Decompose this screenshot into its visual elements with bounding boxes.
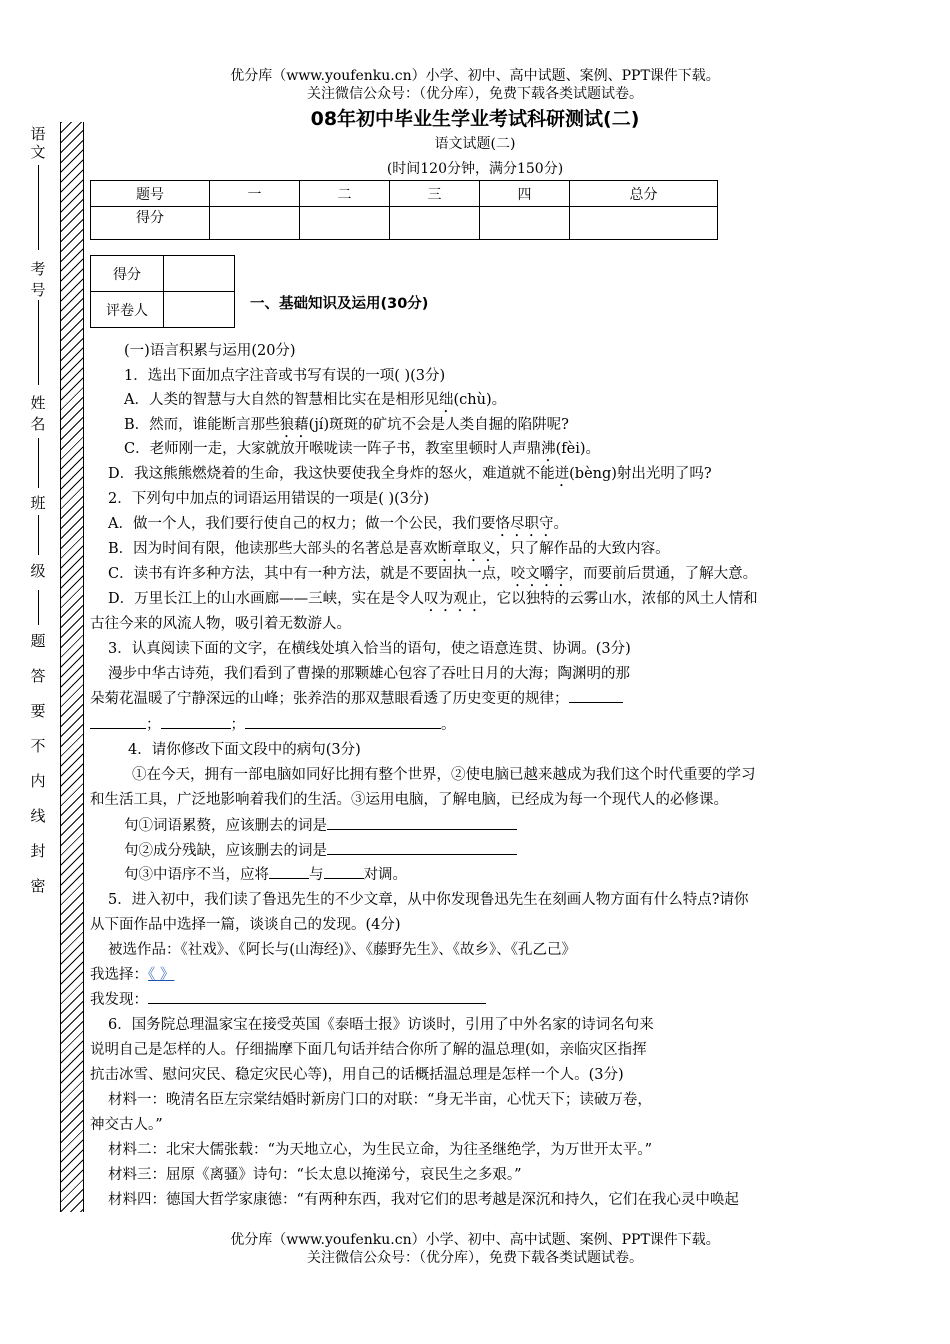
sidebar-line	[38, 438, 39, 488]
sidebar-name: 姓名	[30, 394, 46, 433]
sidebar-class: 班	[30, 494, 46, 512]
footer-line-2: 关注微信公众号：（优分库），免费下载各类试题试卷。	[307, 1250, 643, 1266]
sidebar-line	[38, 590, 39, 625]
text-line: 被选作品：《社戏》、《阿长与(山海经)》、《藤野先生》、《故乡》、《孔乙己》	[108, 942, 577, 958]
text-line: 朵菊花温暖了宁静深远的山峰；张养浩的那双慧眼看透了历史变更的规律；	[90, 688, 623, 710]
time-info: (时间120分钟，满分150分)	[386, 161, 564, 177]
question-6: 6．国务院总理温家宝在接受英国《泰晤士报》访谈时，引用了中外名家的诗词名句来	[108, 1017, 654, 1033]
option-2d: D．万里长江上的山水画廊——三峡，实在是令人叹为观止，它以独特的云雾山水，浓郁的风土人情和	[108, 591, 758, 607]
material-1: 材料一：晚清名臣左宗棠结婚时新房门口的对联：“身无半亩，心忧天下；读破万卷，	[108, 1092, 652, 1108]
discovery-line: 我发现：	[90, 989, 486, 1011]
sidebar-subject: 语文	[30, 125, 46, 161]
option-1c: C．老师刚一走，大家就放开喉咙读一阵子书，教室里顿时人声鼎沸(fèi)。	[124, 441, 600, 457]
score-header: 二	[300, 181, 390, 207]
material-3: 材料三：屈原《离骚》诗句：“长太息以掩涕兮，哀民生之多艰。”	[108, 1167, 522, 1183]
score-cell[interactable]	[210, 207, 300, 240]
text-line: 从下面作品中选择一篇，谈谈自己的发现。(4分)	[90, 917, 401, 933]
option-2c: C．读书有许多种方法，其中有一种方法，就是不要固执一点，咬文嚼字，而要前后贯通，了解大意。	[108, 566, 758, 582]
text-line: 抗击冰雪、慰问灾民、稳定灾民心等)，用自己的话概括温总理是怎样一个人。(3分)	[90, 1067, 624, 1083]
score-cell[interactable]	[570, 207, 718, 240]
text-line: (一)语言积累与运用(20分)	[124, 343, 296, 359]
grader-score-label: 得分	[91, 256, 164, 292]
score-header: 三	[390, 181, 480, 207]
sidebar-exam-no: 考号	[30, 260, 46, 299]
grader-score-cell[interactable]	[164, 256, 235, 292]
score-header: 四	[480, 181, 570, 207]
seal-char: 题	[30, 632, 46, 650]
answer-blank[interactable]	[327, 815, 517, 830]
score-header: 一	[210, 181, 300, 207]
score-table	[90, 180, 718, 240]
text-line: 漫步中华古诗苑，我们看到了曹操的那颗雄心包容了吞吐日月的大海；陶渊明的那	[108, 666, 630, 682]
seal-char: 密	[30, 877, 46, 895]
header-line-1: 优分库（www.youfenku.cn）小学、初中、高中试题、案例、PPT课件下载。	[230, 68, 720, 84]
fill-line: 句③中语序不当，应将 与 对调。	[124, 864, 407, 886]
footer-line-1: 优分库（www.youfenku.cn）小学、初中、高中试题、案例、PPT课件下载。	[230, 1232, 720, 1248]
header-line-2: 关注微信公众号：（优分库），免费下载各类试题试卷。	[307, 86, 643, 102]
answer-blank[interactable]	[161, 714, 231, 729]
choice-field[interactable]: 《 》	[148, 967, 175, 983]
score-row-label: 得分	[91, 207, 210, 240]
sidebar-line	[38, 165, 39, 250]
answer-blank[interactable]	[569, 688, 623, 703]
text-line: 神交古人。”	[90, 1117, 163, 1133]
grader-cell[interactable]	[164, 292, 235, 328]
text-line: 古往今来的风流人物，吸引着无数游人。	[90, 616, 351, 632]
binding-hatch	[60, 122, 84, 1212]
fill-line: 句②成分残缺，应该删去的词是	[124, 840, 517, 862]
seal-char: 封	[30, 842, 46, 860]
seal-char: 不	[30, 737, 46, 755]
score-header: 题号	[91, 181, 210, 207]
seal-char: 线	[30, 807, 46, 825]
question-1: 1．选出下面加点字注音或书写有误的一项( )(3分)	[124, 368, 446, 384]
choice-line: 我选择：《 》	[90, 967, 175, 983]
option-1d: D．我这熊熊燃烧着的生命，我这快要使我全身炸的怒火，难道就不能迸(bèng)射出光明了吗?	[108, 466, 712, 482]
grader-box	[90, 255, 235, 328]
question-4: 4．请你修改下面文段中的病句(3分)	[128, 742, 361, 758]
page-title: 08年初中毕业生学业考试科研测试(二)	[310, 108, 640, 130]
grader-label: 评卷人	[91, 292, 164, 328]
sidebar-grade: 级	[30, 562, 46, 580]
answer-blank[interactable]	[148, 989, 486, 1004]
subtitle: 语文试题(二)	[434, 136, 516, 152]
answer-blank[interactable]	[269, 864, 309, 879]
option-2a: A．做一个人，我们要行使自己的权力；做一个公民，我们要恪尽职守。	[108, 516, 568, 532]
seal-char: 答	[30, 667, 46, 685]
material-2: 材料二：北宋大儒张载：“为天地立心，为生民立命，为往圣继绝学，为万世开太平。”	[108, 1142, 653, 1158]
section-title: 一、基础知识及运用(30分)	[250, 296, 429, 312]
answer-blanks-line: ； ； 。	[90, 714, 456, 736]
fill-line: 句①词语累赘，应该删去的词是	[124, 815, 517, 837]
answer-blank[interactable]	[324, 864, 364, 879]
seal-char: 要	[30, 702, 46, 720]
text-line: 和生活工具，广泛地影响着我们的生活。③运用电脑，了解电脑，已经成为每一个现代人的必修课。	[90, 792, 728, 808]
option-1b: B．然而，谁能断言那些狼藉(jí)斑斑的矿坑不会是人类自掘的陷阱呢?	[124, 417, 569, 433]
question-5: 5．进入初中，我们读了鲁迅先生的不少文章，从中你发现鲁迅先生在刻画人物方面有什么特点?请你	[108, 892, 749, 908]
text-line: 说明自己是怎样的人。仔细揣摩下面几句话并结合你所了解的温总理(如，亲临灾区指挥	[90, 1042, 647, 1058]
option-2b: B．因为时间有限，他读那些大部头的名著总是喜欢断章取义，只了解作品的大致内容。	[108, 541, 670, 557]
text-line: ①在今天，拥有一部电脑如同好比拥有整个世界，②使电脑已越来越成为我们这个时代重要的学习	[132, 767, 756, 783]
score-cell[interactable]	[390, 207, 480, 240]
sidebar-line	[38, 300, 39, 385]
score-cell[interactable]	[480, 207, 570, 240]
score-cell[interactable]	[300, 207, 390, 240]
question-2: 2．下列句中加点的词语运用错误的一项是( )(3分)	[108, 491, 430, 507]
answer-blank[interactable]	[245, 714, 441, 729]
sidebar-line	[38, 515, 39, 555]
score-header: 总分	[570, 181, 718, 207]
seal-char: 内	[30, 772, 46, 790]
material-4: 材料四：德国大哲学家康德：“有两种东西，我对它们的思考越是深沉和持久，它们在我心灵中唤起	[108, 1192, 739, 1208]
option-1a: A．人类的智慧与大自然的智慧相比实在是相形见绌(chù)。	[124, 392, 507, 408]
answer-blank[interactable]	[327, 840, 517, 855]
question-3: 3．认真阅读下面的文字，在横线处填入恰当的语句，使之语意连贯、协调。(3分)	[108, 641, 631, 657]
answer-blank[interactable]	[90, 714, 146, 729]
